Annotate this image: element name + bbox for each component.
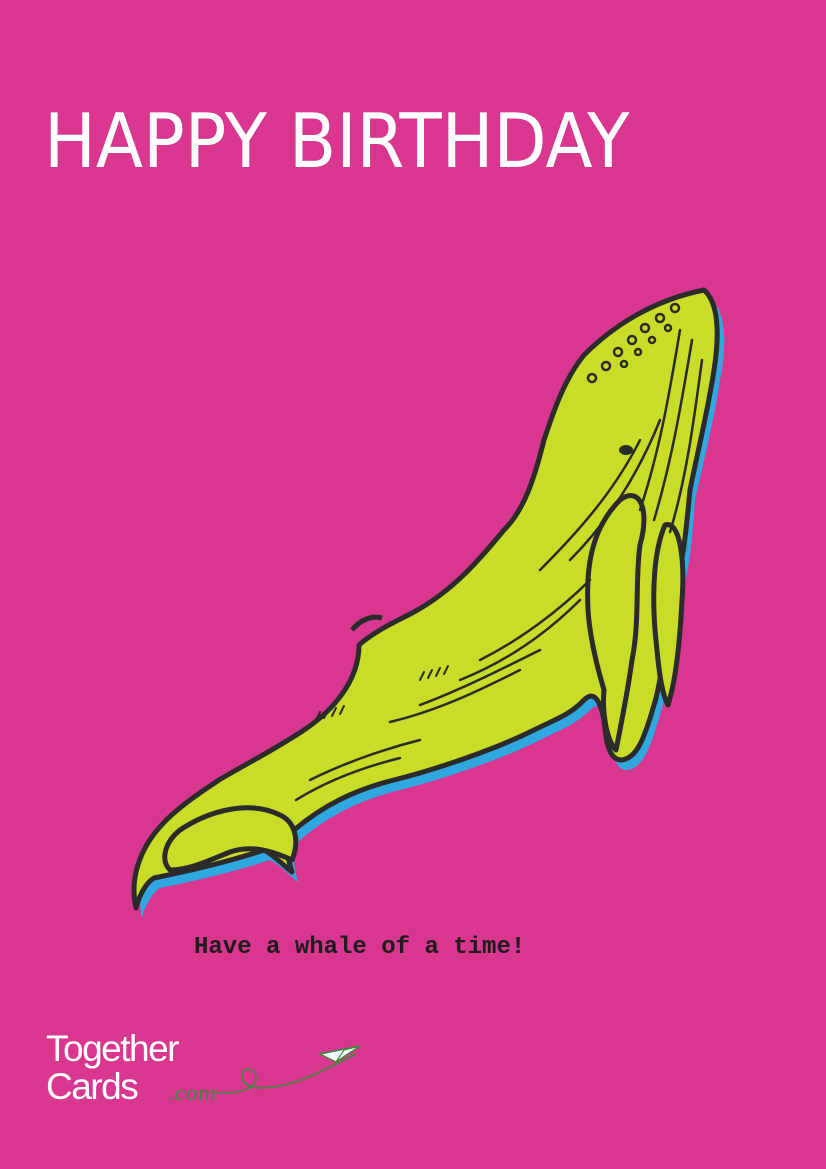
card-title: HAPPY BIRTHDAY	[44, 97, 630, 185]
plane-shape	[320, 1046, 360, 1062]
brand-logo	[46, 1030, 386, 1120]
card-tagline: Have a whale of a time!	[194, 934, 526, 961]
whale-illustration	[120, 270, 740, 930]
whale-dorsal	[352, 617, 382, 630]
whale-fin-back	[654, 525, 683, 705]
paper-plane-icon	[196, 1030, 376, 1120]
brand-line1: Together	[46, 1028, 178, 1069]
brand-line2: Cards	[46, 1066, 138, 1107]
brand-suffix: .com	[168, 1081, 217, 1105]
whale-eye	[619, 445, 633, 455]
